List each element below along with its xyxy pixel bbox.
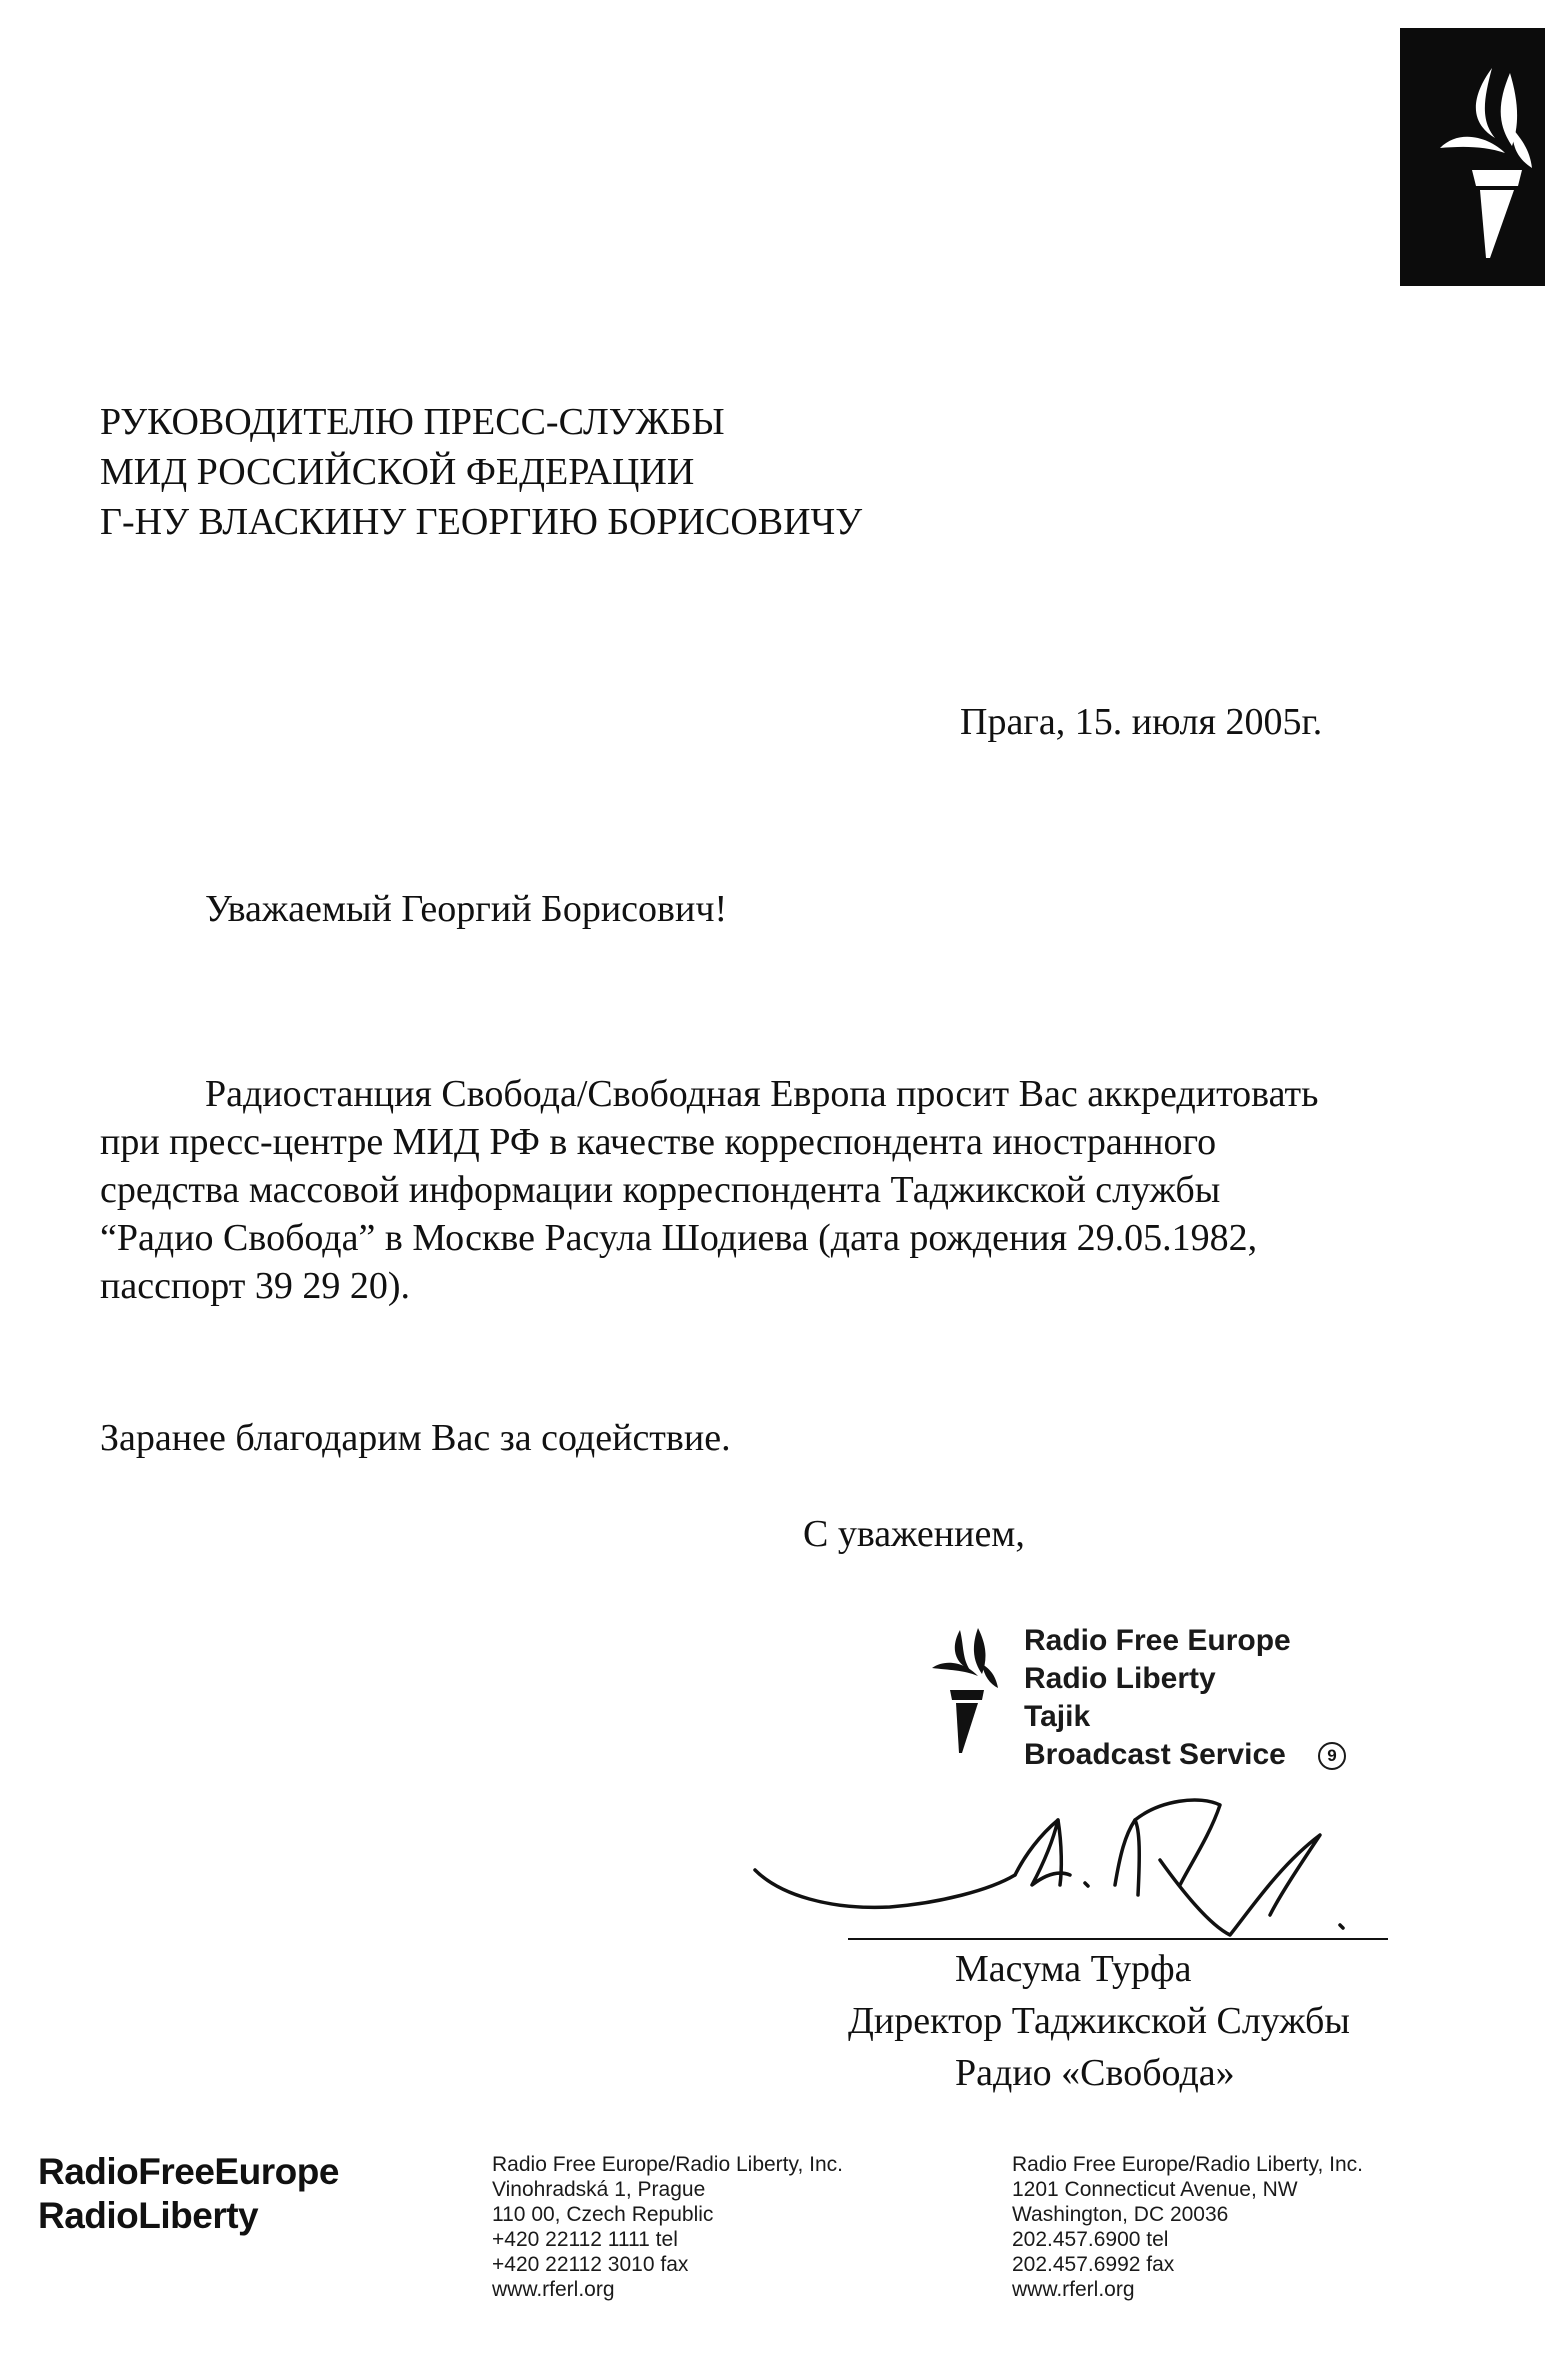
stamp-line: Radio Free Europe xyxy=(1024,1624,1291,1657)
letter-body xyxy=(100,1070,1420,1310)
signature-line xyxy=(848,1938,1388,1940)
signer-org: Радио «Свобода» xyxy=(955,2052,1235,2094)
stamp-line: Radio Liberty xyxy=(1024,1662,1216,1695)
body-line: пасспорт 39 29 20). xyxy=(100,1265,411,1307)
thanks-line: Заранее благодарим Вас за содействие. xyxy=(100,1417,731,1459)
address-line: Radio Free Europe/Radio Liberty, Inc. xyxy=(492,2153,843,2176)
rfe-torch-logo-icon xyxy=(1400,28,1545,286)
brand-line: RadioLiberty xyxy=(38,2195,259,2236)
address-line: 202.457.6992 fax xyxy=(1012,2253,1175,2276)
address-washington xyxy=(1012,2152,1363,2302)
stamp-number-mark: 9 xyxy=(1318,1742,1346,1770)
torch-icon xyxy=(920,1608,1030,1778)
signer-title: Директор Таджикской Службы xyxy=(848,2000,1350,2042)
footer-brand-logo xyxy=(38,2150,339,2238)
closing: С уважением, xyxy=(803,1513,1025,1555)
handwritten-signature xyxy=(740,1775,1400,1955)
address-line: 1201 Connecticut Avenue, NW xyxy=(1012,2178,1298,2201)
body-line: “Радио Свобода” в Москве Расула Шодиева (дата рождения 29.05.1982, xyxy=(100,1217,1258,1259)
body-line: средства массовой информации корреспондента Таджикской службы xyxy=(100,1169,1221,1211)
address-line: 202.457.6900 tel xyxy=(1012,2228,1169,2251)
addressee-block xyxy=(100,398,862,548)
stamp-line: Broadcast Service xyxy=(1024,1738,1286,1771)
address-line: Washington, DC 20036 xyxy=(1012,2203,1229,2226)
addressee-line: РУКОВОДИТЕЛЮ ПРЕСС-СЛУЖБЫ xyxy=(100,401,725,443)
letter-date: Прага, 15. июля 2005г. xyxy=(960,701,1323,743)
addressee-line: Г-НУ ВЛАСКИНУ ГЕОРГИЮ БОРИСОВИЧУ xyxy=(100,501,863,543)
address-prague xyxy=(492,2152,843,2302)
address-line: www.rferl.org xyxy=(492,2278,615,2301)
address-line: +420 22112 3010 fax xyxy=(492,2253,689,2276)
address-line: www.rferl.org xyxy=(1012,2278,1135,2301)
brand-line: RadioFreeEurope xyxy=(38,2151,339,2192)
body-line: Радиостанция Свобода/Свободная Европа просит Вас аккредитовать xyxy=(205,1073,1319,1115)
addressee-line: МИД РОССИЙСКОЙ ФЕДЕРАЦИИ xyxy=(100,451,695,493)
stamp-line: Tajik xyxy=(1024,1700,1091,1733)
body-line: при пресс-центре МИД РФ в качестве корреспондента иностранного xyxy=(100,1121,1217,1163)
address-line: +420 22112 1111 tel xyxy=(492,2228,678,2251)
address-line: Vinohradská 1, Prague xyxy=(492,2178,706,2201)
address-line: Radio Free Europe/Radio Liberty, Inc. xyxy=(1012,2153,1363,2176)
address-line: 110 00, Czech Republic xyxy=(492,2203,714,2226)
signer-name: Масума Турфа xyxy=(955,1948,1192,1990)
salutation: Уважаемый Георгий Борисович! xyxy=(205,888,728,930)
stamp-text xyxy=(1024,1622,1291,1774)
